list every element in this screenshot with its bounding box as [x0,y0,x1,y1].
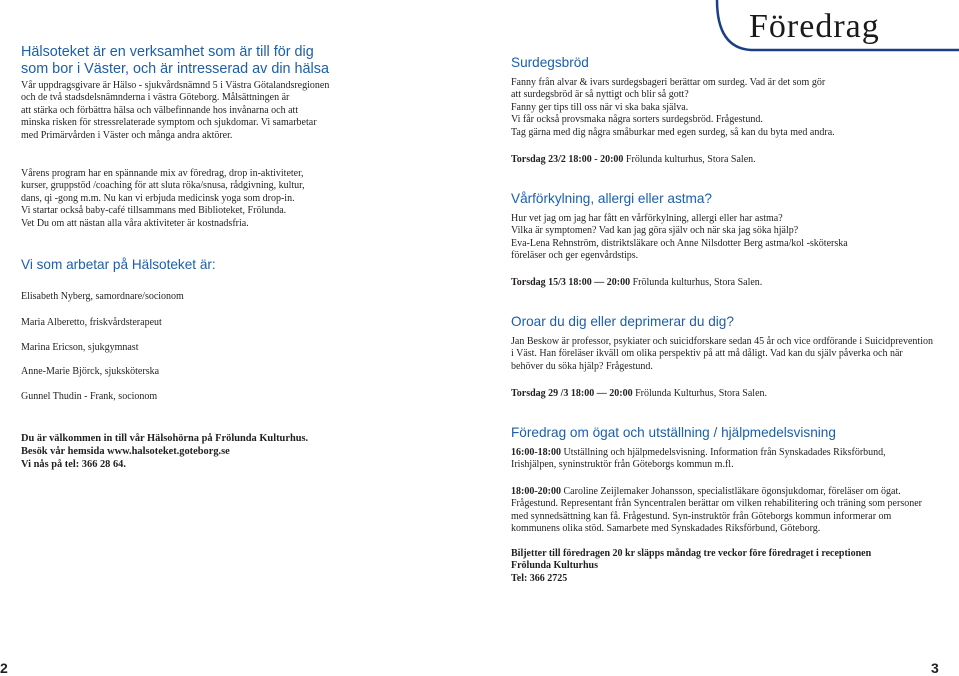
intro-heading-line: Hälsoteket är en verksamhet som är till för dig [21,44,314,60]
talk-heading-varforkylning: Vårförkylning, allergi eller astma? [511,191,712,206]
phone-line: Vi nås på tel: 366 28 64. [21,459,126,471]
ticket-line: Biljetter till föredragen 20 kr släpps måndag tre veckor före föredraget i receptionen [511,548,872,559]
welcome-line: Du är välkommen in till vår Hälsohörna på Frölunda Kulturhus. [21,433,309,444]
time-bold: 18:00-20:00 [511,486,561,497]
program-line: Vi startar också baby-café tillsammans med Biblioteket, Frölunda. [21,205,287,217]
talk-body-oroar [511,336,933,373]
website-line: Besök vår hemsida www.halsoteket.goteborg.se [21,446,230,458]
page-number-left: 2 [0,660,8,676]
staff-member: Maria Alberetto, friskvårdsterapeut [21,317,162,328]
talk-line: behöver du söka hjälp? Frågestund. [511,360,653,372]
talk-line: kommunens olika stöd. Samarbete med Synskadades Riksförbund, Göteborg. [511,523,821,535]
staff-member: Elisabeth Nyberg, samordnare/socionom [21,291,184,302]
talk-location: Frölunda kulturhus, Stora Salen. [630,277,763,288]
talk-line: Irishjälpen, syninstruktör från Göteborgs kommun m.fl. [511,459,734,471]
talk-date-bold: Torsdag 29 /3 18:00 — 20:00 [511,388,633,399]
talk-body-surdegsbrod [511,77,835,139]
intro-line: och de två stadsdelsnämnderna i västra Göteborg. Målsättningen är [21,92,290,104]
talk-date-bold: Torsdag 23/2 18:00 - 20:00 [511,154,624,165]
intro-line: minska risken för stressrelaterade symptom och sjukdomar. Vi samarbetar [21,117,317,129]
talk-line: föreläser och ger egenvårdstips. [511,250,639,262]
talk-location: Frölunda kulturhus, Stora Salen. [623,154,756,165]
talk-line: Vi får också provsmaka några sorters surdegsbröd. Frågestund. [511,114,763,126]
talk-line: Tag gärna med dig några småburkar med egen surdeg, så kan du byta med andra. [511,126,835,138]
program-paragraph [21,168,341,230]
talk-heading-ogat: Föredrag om ögat och utställning / hjälpmedelsvisning [511,425,836,440]
talk-heading-oroar: Oroar du dig eller deprimerar du dig? [511,314,734,329]
ticket-info [511,548,871,585]
talk-text: Utställning och hjälpmedelsvisning. Information från Synskadades Riksförbund, [561,447,886,458]
ticket-line: Frölunda Kulturhus [511,560,598,572]
talk-body-ogat-lecture [511,486,922,536]
program-line: kurser, gruppstöd /coaching för att sluta röka/snusa, rådgivning, kultur, [21,180,305,192]
talk-line: Fanny ger tips till oss när vi ska baka själva. [511,101,689,113]
staff-member: Gunnel Thudin - Frank, socionom [21,391,158,402]
talk-line: Jan Beskow är professor, psykiater och suicidforskare sedan 45 år och vice ordförande i Suicidprevention [511,336,933,347]
talk-line: med synnedsättning kan få. Frågestund. Syn-instruktör från Göteborgs kommun informerar om [511,510,892,522]
page-title: Föredrag [749,8,880,45]
talk-heading-surdegsbrod: Surdegsbröd [511,55,589,70]
staff-member: Marina Ericson, sjukgymnast [21,342,139,353]
intro-line: att stärka och förbättra hälsa och välbefinnande hos invånarna och att [21,104,299,116]
talk-line: i Väst. Han föreläser ikväll om olika perspektiv på att må dåligt. Vad kan du själv påverka och när [511,348,903,360]
program-line: Vet Du om att nästan alla våra aktiviteter är kostnadsfria. [21,217,249,229]
time-bold: 16:00-18:00 [511,447,561,458]
talk-line: Hur vet jag om jag har fått en vårförkylning, allergi eller har astma? [511,213,783,224]
talk-location: Frölunda Kulturhus, Stora Salen. [632,388,768,399]
talk-date-bold: Torsdag 15/3 18:00 — 20:00 [511,277,631,288]
talk-body-varforkylning [511,213,848,263]
page-number-right: 3 [931,660,939,676]
program-line: Vårens program har en spännande mix av föredrag, drop in-aktiviteter, [21,168,304,179]
intro-heading-line: som bor i Väster, och är intresserad av din hälsa [21,61,329,77]
staff-member: Anne-Marie Björck, sjuksköterska [21,366,160,377]
talk-date-surdegsbrod [511,154,756,166]
talk-line: Vilka är symptomen? Vad kan jag göra själv och när ska jag söka hjälp? [511,225,799,237]
talk-text: Caroline Zeijlemaker Johansson, specialistläkare ögonsjukdomar, föreläser om ögat. [561,486,901,497]
talk-line: Eva-Lena Rehnström, distriktsläkare och Anne Nilsdotter Berg astma/kol -sköterska [511,237,848,249]
talk-line: Frågestund. Representant från Syncentralen berättar om vilken rehabilitering och träning som personer [511,498,922,510]
talk-line: att surdegsbröd är så nyttigt och blir så gott? [511,89,689,101]
intro-paragraph [21,80,341,142]
talk-body-ogat-exhibition [511,447,886,472]
intro-line: Vår uppdragsgivare är Hälso - sjukvårdsnämnd 5 i Västra Götalandsregionen [21,80,330,91]
program-line: dans, qi -gong m.m. Nu kan vi erbjuda medicinsk yoga som drop-in. [21,192,295,204]
welcome-block [21,432,308,472]
ticket-phone: Tel: 366 2725 [511,572,568,584]
intro-heading [21,44,329,78]
talk-line: Fanny från alvar & ivars surdegsbageri berättar om surdeg. Vad är det som gör [511,77,826,88]
talk-line [511,447,886,459]
talk-line [511,486,922,498]
talk-date-oroar [511,388,767,400]
staff-heading: Vi som arbetar på Hälsoteket är: [21,257,216,272]
talk-date-varforkylning [511,277,762,289]
intro-line: med Primärvården i Väster och många andra aktörer. [21,129,233,141]
